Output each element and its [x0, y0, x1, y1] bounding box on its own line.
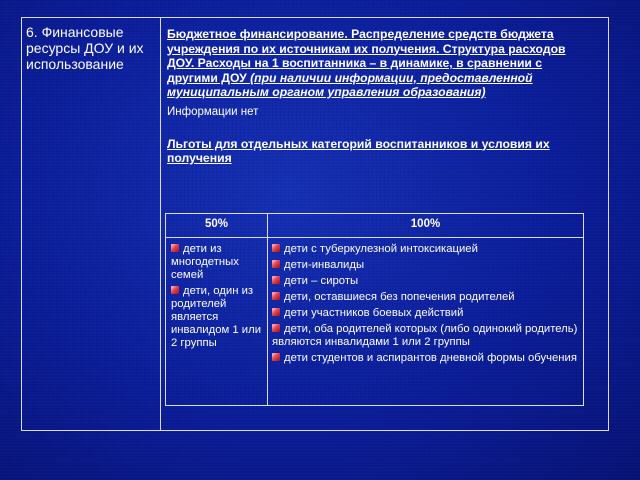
- bullet-icon: [272, 353, 280, 361]
- bullet-icon: [272, 308, 280, 316]
- bullet-icon: [272, 276, 280, 284]
- list-item: дети, один из родителей является инвалидом 1 или 2 группы: [171, 285, 262, 349]
- bullet-icon: [272, 244, 280, 252]
- budget-heading: [167, 27, 587, 100]
- bullet-icon: [272, 260, 280, 268]
- list-item: дети – сироты: [272, 275, 580, 288]
- benefits-title: Льготы для отдельных категорий воспитанников и условия их получения: [167, 136, 550, 165]
- column-header-50: 50%: [204, 218, 229, 230]
- inner-column-divider: [267, 214, 268, 405]
- list-item: дети, оставшиеся без попечения родителей: [272, 291, 580, 304]
- no-info-text: Информации нет: [167, 105, 259, 118]
- bullet-icon: [272, 324, 280, 332]
- column-header-100: 100%: [410, 218, 441, 230]
- budget-heading-note: (при наличии информации, предоставленной муниципальным органом управления образования): [167, 70, 533, 99]
- list-item: дети студентов и аспирантов дневной формы обучения: [272, 352, 580, 365]
- list-100-percent: [272, 243, 580, 368]
- list-50-percent: [171, 243, 265, 353]
- budget-heading-main: Бюджетное финансирование. Распределение средств бюджета учреждения по их источникам их получения. Структура расходов ДОУ. Расходы на 1 воспитанника – в динамике, в сравнении с другими ДОУ: [167, 27, 566, 85]
- section-content: [167, 27, 587, 166]
- list-item: дети с туберкулезной интоксикацией: [272, 243, 580, 256]
- list-item: дети из многодетных семей: [171, 243, 239, 281]
- list-item: дети, оба родителей которых (либо одинокий родитель) являются инвалидами 1 или 2 группы: [272, 323, 578, 348]
- bullet-icon: [272, 292, 280, 300]
- benefits-table: [165, 213, 584, 406]
- main-table: [21, 17, 609, 431]
- list-item: дети участников боевых действий: [272, 307, 580, 320]
- section-label: 6. Финансовые ресурсы ДОУ и их использование: [26, 24, 144, 72]
- bullet-icon: [171, 286, 179, 294]
- list-item: дети-инвалиды: [272, 259, 580, 272]
- column-divider: [160, 18, 161, 430]
- bullet-icon: [171, 244, 179, 252]
- header-divider: [166, 237, 583, 238]
